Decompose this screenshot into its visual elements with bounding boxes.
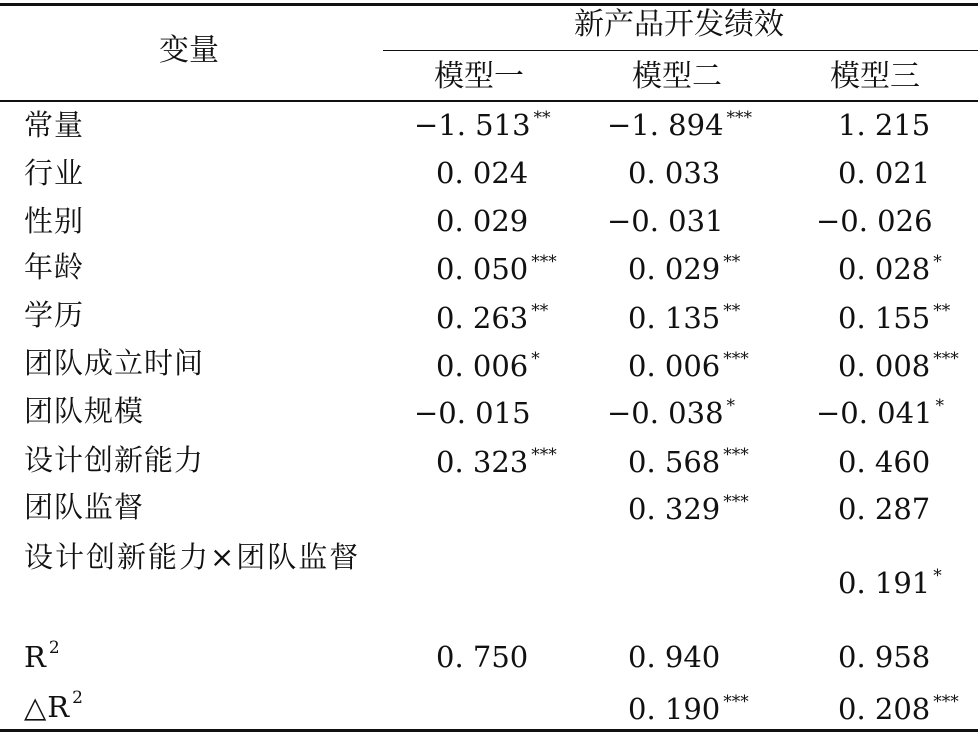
cell-team-supervision-m1 <box>436 492 439 526</box>
row-label-gender: 性别 <box>24 204 85 238</box>
cell-design-innovation-m2: 0. 568 *** <box>628 445 749 479</box>
cell-delta-r-squared-m1 <box>436 692 439 726</box>
cell-r-squared-m2: 0. 940 <box>628 640 721 674</box>
row-label-design-innovation: 设计创新能力 <box>24 443 205 477</box>
row-label-constant: 常量 <box>24 108 85 142</box>
cell-gender-m1: 0. 029 <box>436 204 529 238</box>
variable-header: 变量 <box>159 33 219 68</box>
cell-education-m2: 0. 135 ** <box>628 301 741 335</box>
cell-education-m1: 0. 263 ** <box>436 301 549 335</box>
cell-delta-r-squared-m3: 0. 208 *** <box>838 692 959 726</box>
cell-team-founding-m2: 0. 006 *** <box>628 349 749 383</box>
row-label-industry: 行业 <box>24 156 85 190</box>
cell-team-founding-m1: 0. 006 * <box>436 349 540 383</box>
bottom-rule <box>0 729 978 732</box>
cell-team-size-m3: −0. 041 * <box>816 396 945 430</box>
cell-team-founding-m3: 0. 008 *** <box>838 349 959 383</box>
group-header: 新产品开发绩效 <box>574 7 784 42</box>
cell-constant-m1: −1. 513 ** <box>414 108 551 142</box>
row-label-education: 学历 <box>24 298 85 332</box>
row-label-r-squared: R $^2$ <box>24 638 61 674</box>
cell-industry-m1: 0. 024 <box>436 156 529 190</box>
row-label-team-size: 团队规模 <box>24 394 145 428</box>
cell-team-supervision-m2: 0. 329 *** <box>628 492 749 526</box>
cell-constant-m3: 1. 215 <box>838 108 931 142</box>
cell-r-squared-m1: 0. 750 <box>436 640 529 674</box>
cell-delta-r-squared-m2: 0. 190 *** <box>628 692 749 726</box>
cell-age-m3: 0. 028 * <box>838 252 942 286</box>
cell-constant-m2: −1. 894 *** <box>607 108 753 142</box>
model-1-header: 模型一 <box>434 59 524 94</box>
cell-interaction-m2 <box>628 566 631 600</box>
cell-interaction-m1 <box>436 566 439 600</box>
row-label-team-founding-time: 团队成立时间 <box>24 346 205 380</box>
header-rule <box>0 100 978 102</box>
cell-education-m3: 0. 155 ** <box>838 301 951 335</box>
model-2-header: 模型二 <box>632 59 722 94</box>
cell-interaction-m3: 0. 191 * <box>838 566 942 600</box>
cell-age-m2: 0. 029 ** <box>628 252 741 286</box>
cell-team-size-m2: −0. 038 * <box>607 396 736 430</box>
cell-age-m1: 0. 050 *** <box>436 252 557 286</box>
cell-industry-m3: 0. 021 <box>838 156 931 190</box>
cell-gender-m2: −0. 031 <box>607 204 724 238</box>
row-label-interaction: 设计创新能力×团队监督 <box>24 540 361 574</box>
row-label-age: 年龄 <box>24 250 85 284</box>
cell-gender-m3: −0. 026 <box>816 204 933 238</box>
cell-r-squared-m3: 0. 958 <box>838 640 931 674</box>
cell-industry-m2: 0. 033 <box>628 156 721 190</box>
row-label-team-supervision: 团队监督 <box>24 490 145 524</box>
top-rule <box>0 3 978 6</box>
cell-team-supervision-m3: 0. 287 <box>838 492 931 526</box>
row-label-delta-r-squared: △R $^2$ <box>24 688 84 724</box>
cell-design-innovation-m1: 0. 323 *** <box>436 445 557 479</box>
group-underline <box>383 50 978 51</box>
cell-design-innovation-m3: 0. 460 <box>838 445 931 479</box>
model-3-header: 模型三 <box>830 59 920 94</box>
cell-team-size-m1: −0. 015 <box>414 396 531 430</box>
